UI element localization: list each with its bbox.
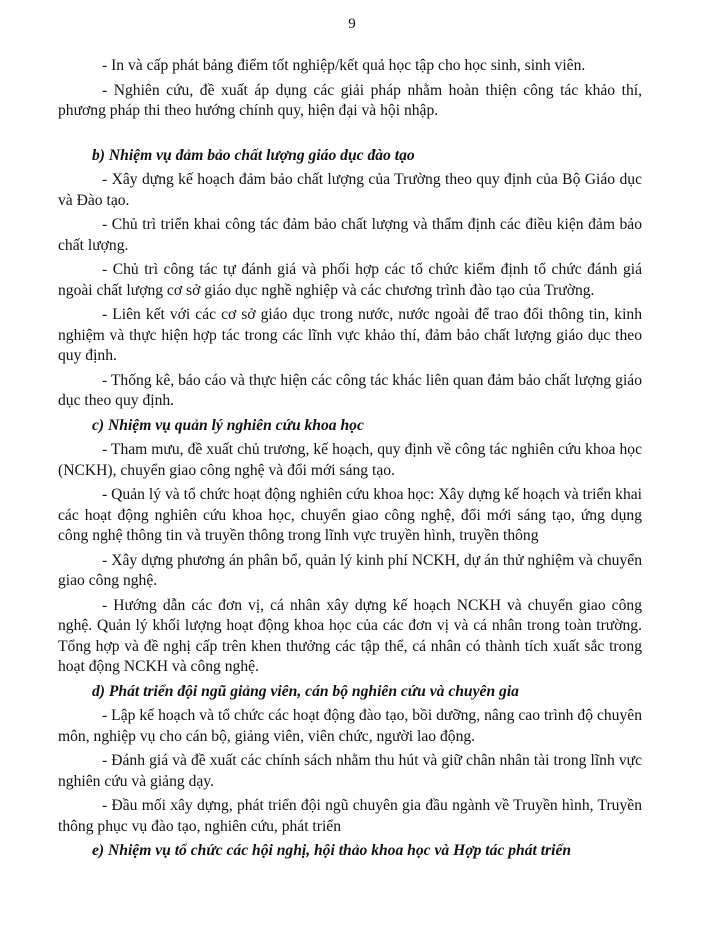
paragraph: - Đánh giá và đề xuất các chính sách nhằm thu hút và giữ chân nhân tài trong lĩnh vực nghiên cứu và giảng dạy. bbox=[58, 752, 642, 790]
paragraph: - In và cấp phát bảng điểm tốt nghiệp/kết quả học tập cho học sinh, sinh viên. bbox=[102, 57, 586, 74]
paragraph: - Lập kế hoạch và tổ chức các hoạt động đào tạo, bồi dưỡng, nâng cao trình độ chuyên môn, nghiệp vụ cho cán bộ, giảng viên, viên chức, người lao động. bbox=[58, 707, 642, 745]
paragraph: - Nghiên cứu, đề xuất áp dụng các giải pháp nhằm hoàn thiện công tác khảo thí, phương pháp thi theo hướng chính quy, hiện đại và hội nhập. bbox=[58, 81, 642, 119]
section-heading: b) Nhiệm vụ đảm bảo chất lượng giáo dục đào tạo bbox=[92, 146, 415, 164]
paragraph: - Tham mưu, đề xuất chủ trương, kế hoạch, quy định về công tác nghiên cứu khoa học (NCKH), chuyển giao công nghệ và đổi mới sáng tạo. bbox=[58, 441, 642, 479]
paragraph: - Chủ trì triển khai công tác đảm bảo chất lượng và thẩm định các điều kiện đảm bảo chất lượng. bbox=[58, 216, 642, 254]
paragraph: - Quản lý và tổ chức hoạt động nghiên cứu khoa học: Xây dựng kế hoạch và triển khai các hoạt động nghiên cứu khoa học, chuyển giao công nghệ, đổi mới sáng tạo, ứng dụng công nghệ thông tin và truyền thông trong lĩnh vực truyền hình, truyền thông bbox=[58, 486, 642, 544]
section-heading: c) Nhiệm vụ quản lý nghiên cứu khoa học bbox=[92, 416, 364, 434]
paragraph: - Thống kê, báo cáo và thực hiện các công tác khác liên quan đảm bảo chất lượng giáo dục theo quy định. bbox=[58, 371, 642, 409]
paragraph: - Đầu mối xây dựng, phát triển đội ngũ chuyên gia đầu ngành về Truyền hình, Truyền thông phục vụ đào tạo, nghiên cứu, phát triển bbox=[58, 797, 642, 835]
paragraph: - Liên kết với các cơ sở giáo dục trong nước, nước ngoài để trao đổi thông tin, kinh nghiệm và thực hiện hợp tác trong các lĩnh vực khảo thí, đảm bảo chất lượng giáo dục theo quy định. bbox=[58, 306, 642, 364]
document-body bbox=[58, 56, 642, 866]
paragraph: - Chủ trì công tác tự đánh giá và phối hợp các tổ chức kiểm định tổ chức đánh giá ngoài chất lượng cơ sở giáo dục nghề nghiệp và các chương trình đào tạo của Trường. bbox=[58, 261, 642, 299]
paragraph: - Xây dựng kế hoạch đảm bảo chất lượng của Trường theo quy định của Bộ Giáo dục và Đào tạo. bbox=[58, 171, 642, 209]
section-heading: e) Nhiệm vụ tổ chức các hội nghị, hội thảo khoa học và Hợp tác phát triển bbox=[92, 842, 572, 859]
paragraph: - Hướng dẫn các đơn vị, cá nhân xây dựng kế hoạch NCKH và chuyển giao công nghệ. Quản lý khối lượng hoạt động khoa học của các đơn vị và cá nhân trong toàn trường. Tổng hợp và đề nghị cấp trên khen thưởng các tập thể, cá nhân có thành tích xuất sắc trong hoạt động NCKH và công nghệ. bbox=[58, 596, 642, 675]
section-heading: d) Phát triển đội ngũ giảng viên, cán bộ nghiên cứu và chuyên gia bbox=[92, 682, 519, 700]
paragraph: - Xây dựng phương án phân bổ, quản lý kinh phí NCKH, dự án thử nghiệm và chuyển giao công nghệ. bbox=[58, 551, 642, 589]
page-number: 9 bbox=[348, 16, 356, 32]
